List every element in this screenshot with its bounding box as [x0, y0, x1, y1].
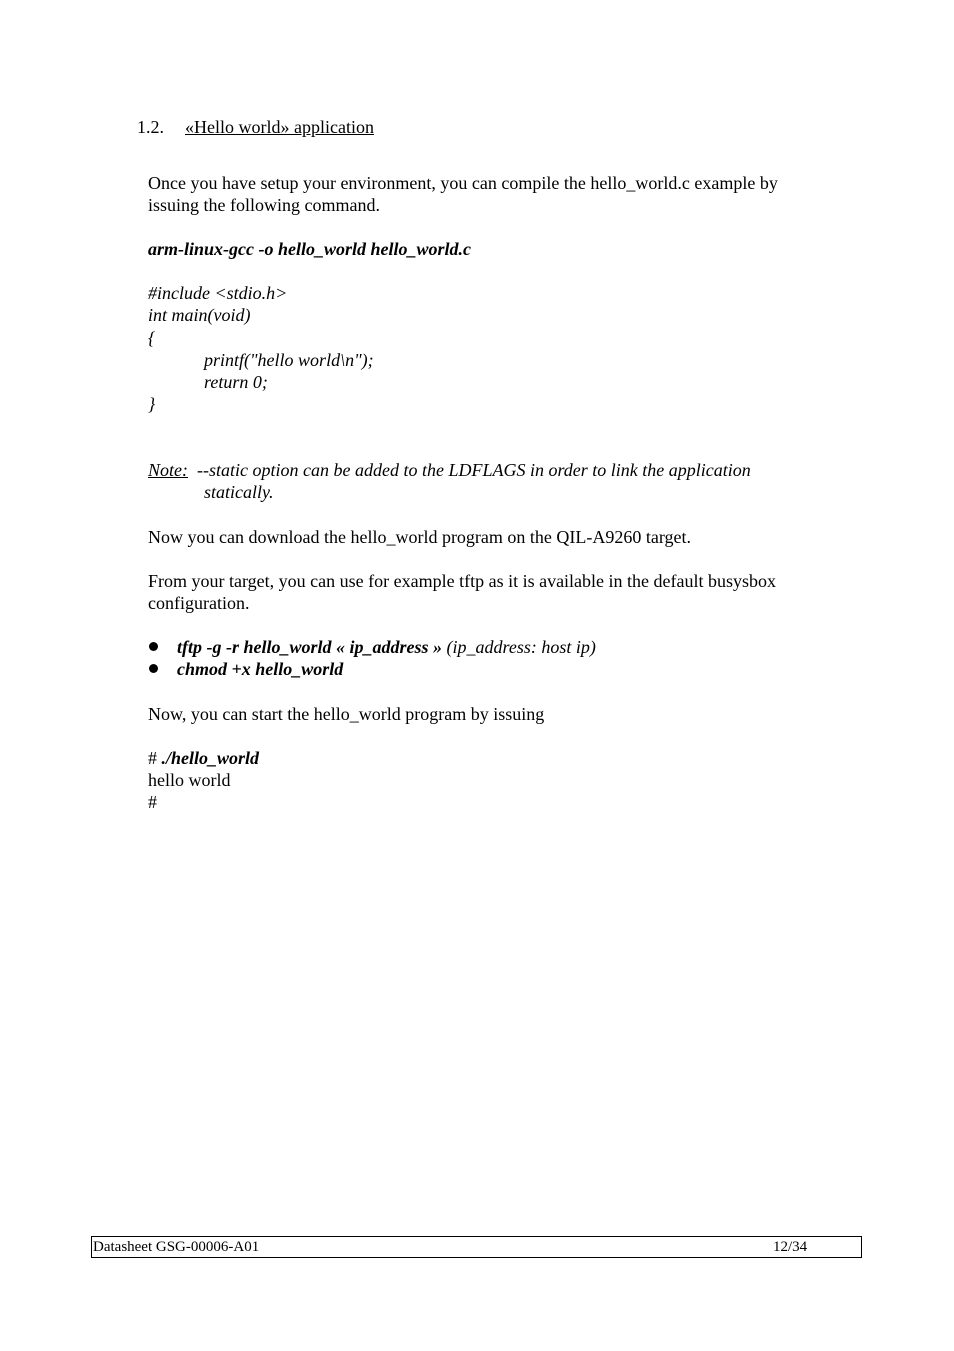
command-text: tftp -g -r hello_world « ip_address »: [177, 637, 443, 657]
code-line: {: [148, 328, 156, 348]
bullet-icon: [149, 642, 158, 651]
note: [148, 459, 751, 481]
tftp-intro-line-2: configuration.: [148, 593, 250, 613]
command-text: chmod +x hello_world: [177, 659, 344, 679]
footer-page-number: 12/34: [773, 1239, 808, 1255]
note-label: Note:: [148, 460, 188, 480]
code-line: #include <stdio.h>: [148, 283, 288, 303]
list-item: [149, 658, 343, 680]
code-line: return 0;: [204, 372, 268, 392]
section-number: 1.2.: [137, 117, 164, 137]
note-text-line-2: statically.: [204, 482, 274, 502]
footer-doc-id: Datasheet GSG-00006-A01: [93, 1239, 260, 1255]
start-text: Now, you can start the hello_world program by issuing: [148, 704, 545, 724]
download-text: Now you can download the hello_world program on the QIL-A9260 target.: [148, 527, 692, 547]
intro-line-1: Once you have setup your environment, you can compile the hello_world.c example by: [148, 173, 778, 193]
tftp-intro-line-1: From your target, you can use for example tftp as it is available in the default busysbox: [148, 571, 777, 591]
page-footer: [91, 1236, 862, 1258]
compile-command: arm-linux-gcc -o hello_world hello_world.c: [148, 239, 472, 259]
command-hint: (ip_address: host ip): [446, 637, 596, 657]
terminal-prompt-end: #: [148, 792, 157, 812]
section-heading: [137, 116, 374, 138]
terminal-prompt: #: [148, 748, 157, 768]
terminal-output: hello world: [148, 770, 231, 790]
code-line: int main(void): [148, 305, 251, 325]
intro-line-2: issuing the following command.: [148, 195, 380, 215]
terminal-run-line: [148, 747, 259, 769]
section-title: «Hello world» application: [185, 117, 374, 137]
note-text-line-1: --static option can be added to the LDFLAGS in order to link the application: [197, 460, 751, 480]
bullet-icon: [149, 664, 158, 673]
terminal-command: ./hello_world: [161, 748, 260, 768]
code-line: printf("hello world\n");: [204, 350, 374, 370]
code-line: }: [148, 394, 156, 414]
list-item: [149, 636, 596, 658]
